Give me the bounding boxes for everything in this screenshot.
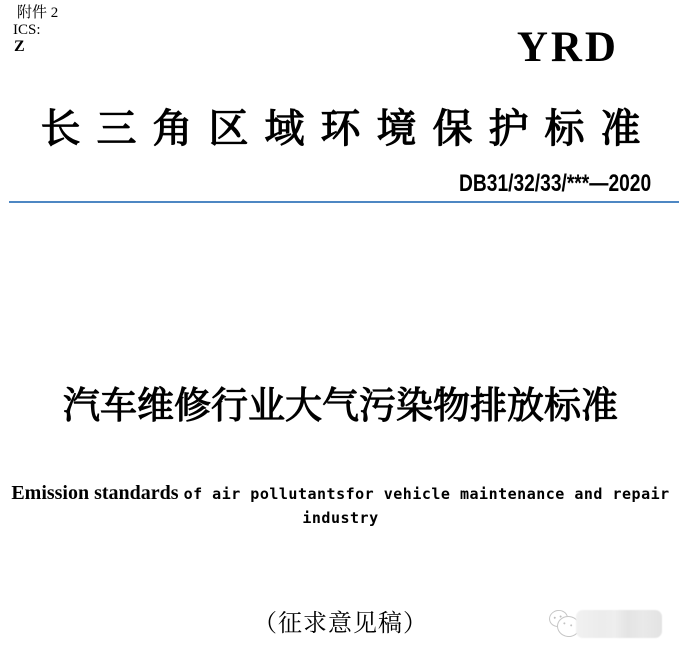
ics-label: ICS: — [13, 22, 41, 38]
redacted-blur-bar — [576, 610, 662, 638]
attachment-label: 附件 2 — [17, 5, 59, 21]
ics-classification-code: Z — [14, 38, 25, 55]
regional-standard-title — [0, 107, 681, 151]
draft-for-comments-note: （征求意见稿） — [253, 611, 428, 637]
watermark — [545, 606, 667, 642]
english-title-line2: industry — [302, 509, 379, 527]
horizontal-rule — [9, 201, 679, 203]
english-title-line1 — [0, 481, 681, 507]
standard-document-number: DB31/32/33/***—2020 — [458, 170, 651, 197]
english-title-mono-part: of air pollutantsfor vehicle maintenance and repair — [183, 485, 670, 503]
english-title-serif-part: Emission standards — [11, 482, 184, 504]
yrd-logo: YRD — [516, 24, 619, 71]
main-title-cn: 汽车维修行业大气污染物排放标准 — [63, 385, 618, 426]
regional-standard-title-text: 长三角区域环境保护标准 — [40, 107, 657, 151]
